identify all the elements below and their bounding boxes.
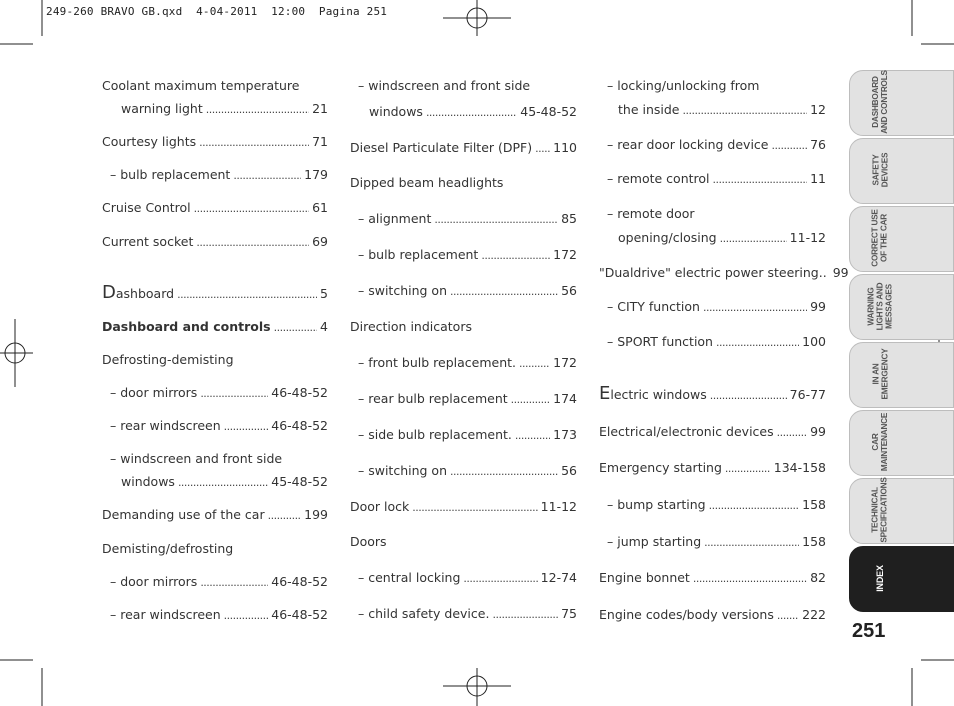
leader-dots xyxy=(720,232,787,245)
index-page-ref: 158 xyxy=(802,534,826,549)
index-entry xyxy=(102,507,328,525)
leader-dots xyxy=(233,169,301,182)
index-entry-text: – remote control xyxy=(607,171,710,186)
index-entry-text: – child safety device. xyxy=(358,606,490,621)
section-tab-label-wrap xyxy=(852,71,908,133)
index-page-ref: 158 xyxy=(802,497,826,512)
leader-dots xyxy=(709,499,800,512)
section-tab-label-wrap xyxy=(852,207,908,269)
section-tab[interactable] xyxy=(849,206,954,272)
index-page-ref: 71 xyxy=(312,134,328,149)
leader-dots xyxy=(519,357,550,370)
index-entry xyxy=(599,424,826,442)
index-entry xyxy=(350,606,577,624)
index-page-ref: 46-48-52 xyxy=(271,607,328,622)
section-tab[interactable] xyxy=(849,342,954,408)
print-header: 249-260 BRAVO GB.qxd 4-04-2011 12:00 Pagina 251 xyxy=(46,5,388,18)
index-entry xyxy=(350,211,577,229)
leader-dots xyxy=(224,609,269,622)
index-page-ref: 11-12 xyxy=(789,230,826,245)
index-page-ref: 4 xyxy=(320,319,328,334)
section-tab-label: TECHNICAL SPECIFICATIONS xyxy=(871,477,890,543)
leader-dots xyxy=(196,236,309,249)
index-page-ref: 46-48-52 xyxy=(271,574,328,589)
index-entry-text: Doors xyxy=(350,534,387,549)
index-entry xyxy=(102,541,328,559)
index-entry-text: Courtesy lights xyxy=(102,134,197,149)
leader-dots xyxy=(268,509,302,522)
index-entry-text: opening/closing xyxy=(618,230,717,245)
leader-dots xyxy=(777,426,807,439)
index-entry xyxy=(350,175,577,193)
index-entry xyxy=(599,497,826,515)
index-entry-text: – rear bulb replacement xyxy=(358,391,508,406)
index-entry xyxy=(102,474,328,492)
index-page-ref: 46-48-52 xyxy=(271,418,328,433)
section-tab[interactable] xyxy=(849,274,954,340)
index-page-ref: 110 xyxy=(553,140,577,155)
section-tab-label-wrap xyxy=(852,411,908,473)
index-entry xyxy=(102,234,328,252)
index-entry xyxy=(350,355,577,373)
index-entry-text: Cruise Control xyxy=(102,200,191,215)
index-entry-text: Dashboard and controls xyxy=(102,319,271,334)
leader-dots xyxy=(683,104,808,117)
leader-dots xyxy=(177,288,317,301)
index-entry xyxy=(599,265,849,283)
index-entry xyxy=(350,78,577,96)
leader-dots xyxy=(450,285,558,298)
index-entry-text: – bulb replacement xyxy=(110,167,231,182)
index-entry-label: lectric windows xyxy=(610,387,707,402)
index-entry-text: Demanding use of the car xyxy=(102,507,265,522)
index-entry-text: Dipped beam headlights xyxy=(350,175,504,190)
index-page-ref: 172 xyxy=(553,355,577,370)
index-entry xyxy=(102,78,328,96)
section-tab-label-wrap xyxy=(852,547,908,609)
index-entry xyxy=(350,319,577,337)
index-entry-text: – bulb replacement xyxy=(358,247,479,262)
index-entry-text: Diesel Particulate Filter (DPF) xyxy=(350,140,533,155)
index-entry-text: – switching on xyxy=(358,463,448,478)
index-entry-text: Current socket xyxy=(102,234,194,249)
leader-dots xyxy=(515,429,550,442)
index-entry xyxy=(599,78,826,96)
index-page-ref: 11-12 xyxy=(540,499,577,514)
leader-dots xyxy=(777,609,799,622)
leader-dots xyxy=(224,420,269,433)
index-entry-text: – remote door xyxy=(607,206,695,221)
leader-dots xyxy=(481,249,550,262)
index-entry xyxy=(599,206,826,224)
index-entry-text: – CITY function xyxy=(607,299,700,314)
index-page-ref: 76 xyxy=(810,137,826,152)
leader-dots xyxy=(200,387,268,400)
index-page-ref: 99 xyxy=(810,299,826,314)
index-entry-text: – windscreen and front side xyxy=(358,78,531,93)
index-entry-text: – locking/unlocking from xyxy=(607,78,760,93)
index-entry-text: Door lock xyxy=(350,499,410,514)
index-entry xyxy=(102,574,328,592)
leader-dots xyxy=(450,465,558,478)
leader-dots xyxy=(199,136,309,149)
index-entry xyxy=(102,167,328,185)
index-entry xyxy=(102,282,328,304)
index-entry-text xyxy=(102,282,175,303)
index-page-ref: 56 xyxy=(561,463,577,478)
section-tab-label-wrap xyxy=(852,343,908,405)
leader-dots xyxy=(704,536,799,549)
leader-dots xyxy=(716,336,799,349)
index-page-ref: 173 xyxy=(553,427,577,442)
index-entry-text: – rear windscreen xyxy=(110,418,221,433)
index-entry xyxy=(599,334,826,352)
leader-dots xyxy=(434,213,558,226)
index-entry xyxy=(599,299,826,317)
index-page-ref: 61 xyxy=(312,200,328,215)
leader-dots xyxy=(535,142,550,155)
index-entry xyxy=(350,247,577,265)
leader-dots xyxy=(725,462,771,475)
index-entry xyxy=(350,140,577,158)
section-tab-label: CORRECT USE OF THE CAR xyxy=(871,209,889,267)
index-page-ref: 46-48-52 xyxy=(271,385,328,400)
index-entry xyxy=(599,383,826,405)
index-entry-text: Direction indicators xyxy=(350,319,472,334)
index-entry-text: – door mirrors xyxy=(110,574,198,589)
index-page-ref: 172 xyxy=(553,247,577,262)
index-page-ref: 76-77 xyxy=(789,387,826,402)
index-entry-text: Emergency starting xyxy=(599,460,722,475)
index-page-ref: 12 xyxy=(810,102,826,117)
index-entry xyxy=(599,171,826,189)
index-entry-text: "Dualdrive" electric power steering.. xyxy=(599,265,827,280)
index-entry xyxy=(350,534,577,552)
index-entry-text: – central locking xyxy=(358,570,461,585)
section-tab-label-wrap xyxy=(852,275,908,337)
index-entry-text: – SPORT function xyxy=(607,334,713,349)
index-page-ref: 85 xyxy=(561,211,577,226)
index-page-ref: 21 xyxy=(312,101,328,116)
index-page-ref: 100 xyxy=(802,334,826,349)
index-entry-text: – jump starting xyxy=(607,534,702,549)
leader-dots xyxy=(274,321,317,334)
index-entry-text: Engine bonnet xyxy=(599,570,690,585)
index-entry xyxy=(599,534,826,552)
leader-dots xyxy=(492,608,558,621)
index-entry-text: – side bulb replacement. xyxy=(358,427,512,442)
index-entry xyxy=(599,570,826,588)
index-page-ref: 45-48-52 xyxy=(271,474,328,489)
index-entry xyxy=(102,385,328,403)
index-page-ref: 45-48-52 xyxy=(520,104,577,119)
index-entry xyxy=(102,418,328,436)
index-entry xyxy=(350,570,577,588)
section-tab-label: DASHBOARD AND CONTROLS xyxy=(871,70,889,134)
index-entry xyxy=(350,499,577,517)
index-entry-text: Defrosting-demisting xyxy=(102,352,234,367)
index-letter-initial: E xyxy=(599,383,611,404)
index-entry-text: – windscreen and front side xyxy=(110,451,283,466)
index-page-ref: 179 xyxy=(304,167,328,182)
index-page-ref: 199 xyxy=(304,507,328,522)
leader-dots xyxy=(703,301,807,314)
index-page-ref: 82 xyxy=(810,570,826,585)
index-page-ref: 99 xyxy=(832,265,849,280)
leader-dots xyxy=(710,389,787,402)
leader-dots xyxy=(426,106,517,119)
leader-dots xyxy=(206,103,309,116)
section-tab-label: INDEX xyxy=(874,564,885,592)
leader-dots xyxy=(463,572,537,585)
leader-dots xyxy=(178,476,268,489)
index-entry-text: – bump starting xyxy=(607,497,706,512)
index-entry-text: Electrical/electronic devices xyxy=(599,424,774,439)
index-page-ref: 11 xyxy=(810,171,826,186)
section-tab-label: IN AN EMERGENCY xyxy=(870,348,889,400)
index-page-ref: 99 xyxy=(810,424,826,439)
leader-dots xyxy=(194,202,309,215)
index-entry xyxy=(599,137,826,155)
index-page-ref: 12-74 xyxy=(540,570,577,585)
section-tab-label-wrap xyxy=(852,479,908,541)
section-tab-label: WARNING LIGHTS AND MESSAGES xyxy=(866,282,894,330)
section-tab[interactable] xyxy=(849,410,954,476)
index-entry xyxy=(599,460,826,478)
index-entry-text: windows xyxy=(369,104,423,119)
index-page-ref: 134-158 xyxy=(773,460,826,475)
index-entry xyxy=(102,319,328,337)
section-tab-label-wrap xyxy=(852,139,908,201)
index-page-ref: 222 xyxy=(802,607,826,622)
section-tab[interactable] xyxy=(849,138,954,204)
index-entry-text: Coolant maximum temperature xyxy=(102,78,300,93)
index-letter-initial: D xyxy=(102,282,116,303)
index-entry xyxy=(350,391,577,409)
index-entry-text: – front bulb replacement. xyxy=(358,355,517,370)
leader-dots xyxy=(511,393,550,406)
index-entry-text: – rear windscreen xyxy=(110,607,221,622)
index-entry-text: warning light xyxy=(121,101,203,116)
index-entry-text: the inside xyxy=(618,102,680,117)
index-entry-text: windows xyxy=(121,474,175,489)
index-page-ref: 56 xyxy=(561,283,577,298)
leader-dots xyxy=(713,173,808,186)
index-entry-text xyxy=(599,383,707,404)
section-tab-label: SAFETY DEVICES xyxy=(870,152,889,188)
index-entry xyxy=(350,283,577,301)
index-page-ref: 75 xyxy=(561,606,577,621)
index-entry xyxy=(599,607,826,625)
section-tab-label: CAR MAINTENANCE xyxy=(871,412,890,472)
index-entry xyxy=(599,230,826,248)
index-page-ref: 69 xyxy=(312,234,328,249)
section-tab[interactable] xyxy=(849,70,954,136)
leader-dots xyxy=(412,501,537,514)
index-entry-text: – alignment xyxy=(358,211,432,226)
index-entry xyxy=(102,607,328,625)
index-entry xyxy=(350,427,577,445)
index-entry-text: – rear door locking device xyxy=(607,137,769,152)
leader-dots xyxy=(693,572,807,585)
index-entry-label: ashboard xyxy=(115,286,175,301)
page-number: 251 xyxy=(852,620,886,642)
index-entry xyxy=(102,352,328,370)
index-entry xyxy=(102,101,328,119)
leader-dots xyxy=(200,576,268,589)
index-entry xyxy=(350,463,577,481)
index-entry xyxy=(102,200,328,218)
index-entry xyxy=(599,102,826,120)
index-entry-text: – door mirrors xyxy=(110,385,198,400)
index-entry-text: Engine codes/body versions xyxy=(599,607,774,622)
index-entry xyxy=(102,451,328,469)
index-entry-text: – switching on xyxy=(358,283,448,298)
index-entry-text: Demisting/defrosting xyxy=(102,541,234,556)
index-entry xyxy=(350,104,577,122)
index-entry xyxy=(102,134,328,152)
section-tab[interactable] xyxy=(849,478,954,544)
leader-dots xyxy=(772,139,808,152)
index-page-ref: 5 xyxy=(320,286,328,301)
section-tab[interactable] xyxy=(849,546,954,612)
index-page-ref: 174 xyxy=(553,391,577,406)
